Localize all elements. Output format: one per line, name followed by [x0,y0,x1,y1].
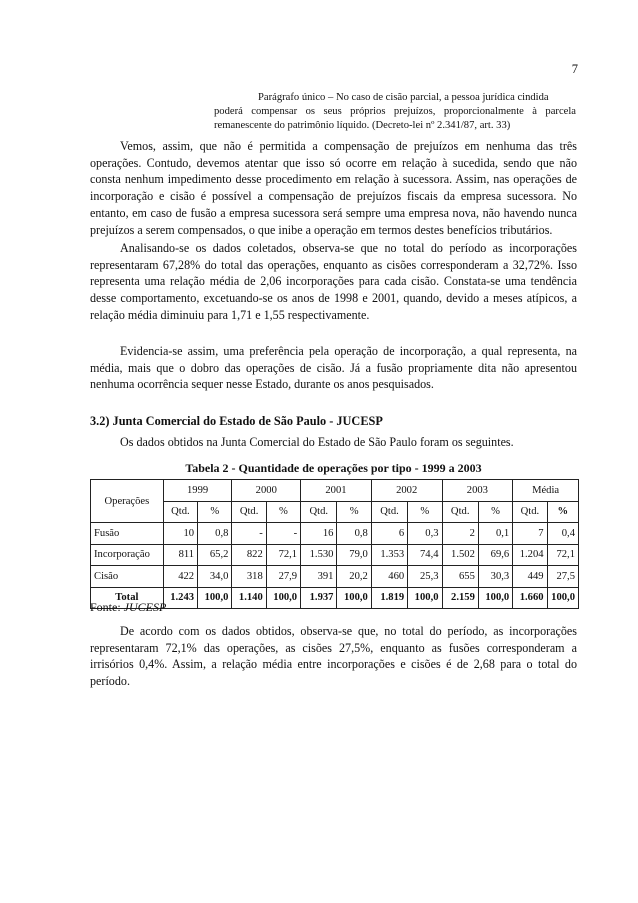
table-cell: - [266,523,300,545]
table-cell: 1.204 [513,544,547,566]
total-cell: 1.243 [163,587,197,609]
source-prefix: Fonte: [90,600,121,614]
total-cell: 100,0 [337,587,371,609]
quote-rest: poderá compensar os seus próprios prejuízos, proporcionalmente à parcela remanescente do patrimônio líquido. (Decreto-lei nº 2.341/87, art. 33) [214,106,576,132]
table-cell: 422 [163,566,197,588]
table-cell: 811 [163,544,197,566]
total-cell: 100,0 [266,587,300,609]
table-source [90,600,166,615]
table-cell: 72,1 [547,544,578,566]
table-cell: 7 [513,523,547,545]
year-header: 2000 [232,480,301,502]
total-cell: 100,0 [547,587,578,609]
qtd-header: Qtd. [163,501,197,523]
qtd-header: Qtd. [232,501,266,523]
year-header: 2001 [301,480,372,502]
year-header: 1999 [163,480,232,502]
table-cell: 1.530 [301,544,337,566]
total-cell: 2.159 [442,587,478,609]
pct-header: % [478,501,512,523]
quote-first-line: Parágrafo único – No caso de cisão parcial, a pessoa jurídica cindida [258,92,549,103]
row-label: Fusão [91,523,164,545]
table-header-years [91,480,579,502]
table-cell: 72,1 [266,544,300,566]
pct-header: % [266,501,300,523]
year-header-average: Média [513,480,579,502]
total-cell: 100,0 [478,587,512,609]
paragraph-analysis: Analisando-se os dados coletados, observa-se que no total do período as incorporações representaram 67,28% do total das operações, enquanto as cisões corresponderam a 32,72%. Isso representa uma relação média de 2,06 incorporações para cada cisão. Constata-se uma tendência desse comportamento, excetuando-se os anos de 1998 e 2001, quando, devido a meses atípicos, a relação média diminuiu para 1,71 e 1,55 respectivamente. [90,241,577,322]
total-cell: 1.660 [513,587,547,609]
qtd-header: Qtd. [513,501,547,523]
table-cell: 34,0 [198,566,232,588]
table-cell: 25,3 [408,566,442,588]
legal-quote [214,91,576,134]
year-header: 2003 [442,480,513,502]
table-cell: 2 [442,523,478,545]
qtd-header: Qtd. [301,501,337,523]
total-cell: 1.937 [301,587,337,609]
table-cell: 318 [232,566,266,588]
qtd-header: Qtd. [442,501,478,523]
table-cell: 822 [232,544,266,566]
table-cell: 0,8 [337,523,371,545]
total-cell: 100,0 [198,587,232,609]
table-cell: 655 [442,566,478,588]
table-cell: 20,2 [337,566,371,588]
total-cell: 100,0 [408,587,442,609]
pct-header: % [547,501,578,523]
table-corner-label: Operações [91,480,164,523]
table-cell: 69,6 [478,544,512,566]
paragraph-intro-data: Os dados obtidos na Junta Comercial do Estado de São Paulo foram os seguintes. [120,435,514,449]
table-row [91,544,579,566]
table-cell: 449 [513,566,547,588]
table-cell: 460 [371,566,407,588]
pct-header: % [198,501,232,523]
table-cell: 30,3 [478,566,512,588]
table-cell: 391 [301,566,337,588]
table-row [91,523,579,545]
row-label: Incorporação [91,544,164,566]
source-name: JUCESP [123,600,167,614]
total-label: Total [91,587,164,609]
section-heading: 3.2) Junta Comercial do Estado de São Paulo - JUCESP [90,414,383,428]
table-title: Tabela 2 - Quantidade de operações por tipo - 1999 a 2003 [185,461,482,475]
table-cell: - [232,523,266,545]
pct-header: % [337,501,371,523]
pct-header: % [408,501,442,523]
table-cell: 0,3 [408,523,442,545]
table-cell: 16 [301,523,337,545]
table-cell: 27,9 [266,566,300,588]
table-cell: 27,5 [547,566,578,588]
table-cell: 0,4 [547,523,578,545]
table-cell: 6 [371,523,407,545]
table-cell: 10 [163,523,197,545]
paragraph-preference: Evidencia-se assim, uma preferência pela operação de incorporação, a qual representa, na média, mais que o dobro das operações de cisão. Já a fusão propriamente dita não apresentou nenhuma ocorrência sequer nesse Estado, durante os anos pesquisados. [90,344,577,392]
table-cell: 0,1 [478,523,512,545]
table-cell: 1.353 [371,544,407,566]
paragraph-compensation: Vemos, assim, que não é permitida a compensação de prejuízos em nenhuma das três operações. Contudo, devemos atentar que isso só ocorre em relação à sucedida, sendo que não consta nenhum impedimento desse procedimento em relação à sucessora. Assim, nas operações de incorporação e cisão é possível a compensação de prejuízos fiscais da empresa sucessora. No entanto, em caso de fusão a empresa sucessora será sempre uma empresa nova, não havendo nunca prejuízos a serem compensados, o que inibe a operação em termos destes benefícios tributários. [90,139,577,237]
paragraph-conclusion: De acordo com os dados obtidos, observa-se que, no total do período, as incorporações representaram 72,1% das operações, as cisões 27,5%, enquanto as fusões corresponderam a irrisórios 0,4%. Assim, a relação média entre incorporações e cisões é de 2,68 para o total do período. [90,624,577,689]
qtd-header: Qtd. [371,501,407,523]
total-cell: 1.819 [371,587,407,609]
table-row [91,566,579,588]
operations-table [90,479,579,609]
page-number: 7 [571,62,578,76]
table-cell: 79,0 [337,544,371,566]
table-cell: 65,2 [198,544,232,566]
year-header: 2002 [371,480,442,502]
table-cell: 74,4 [408,544,442,566]
table-header-subcols [91,501,579,523]
table-cell: 1.502 [442,544,478,566]
table-cell: 0,8 [198,523,232,545]
row-label: Cisão [91,566,164,588]
total-cell: 1.140 [232,587,266,609]
